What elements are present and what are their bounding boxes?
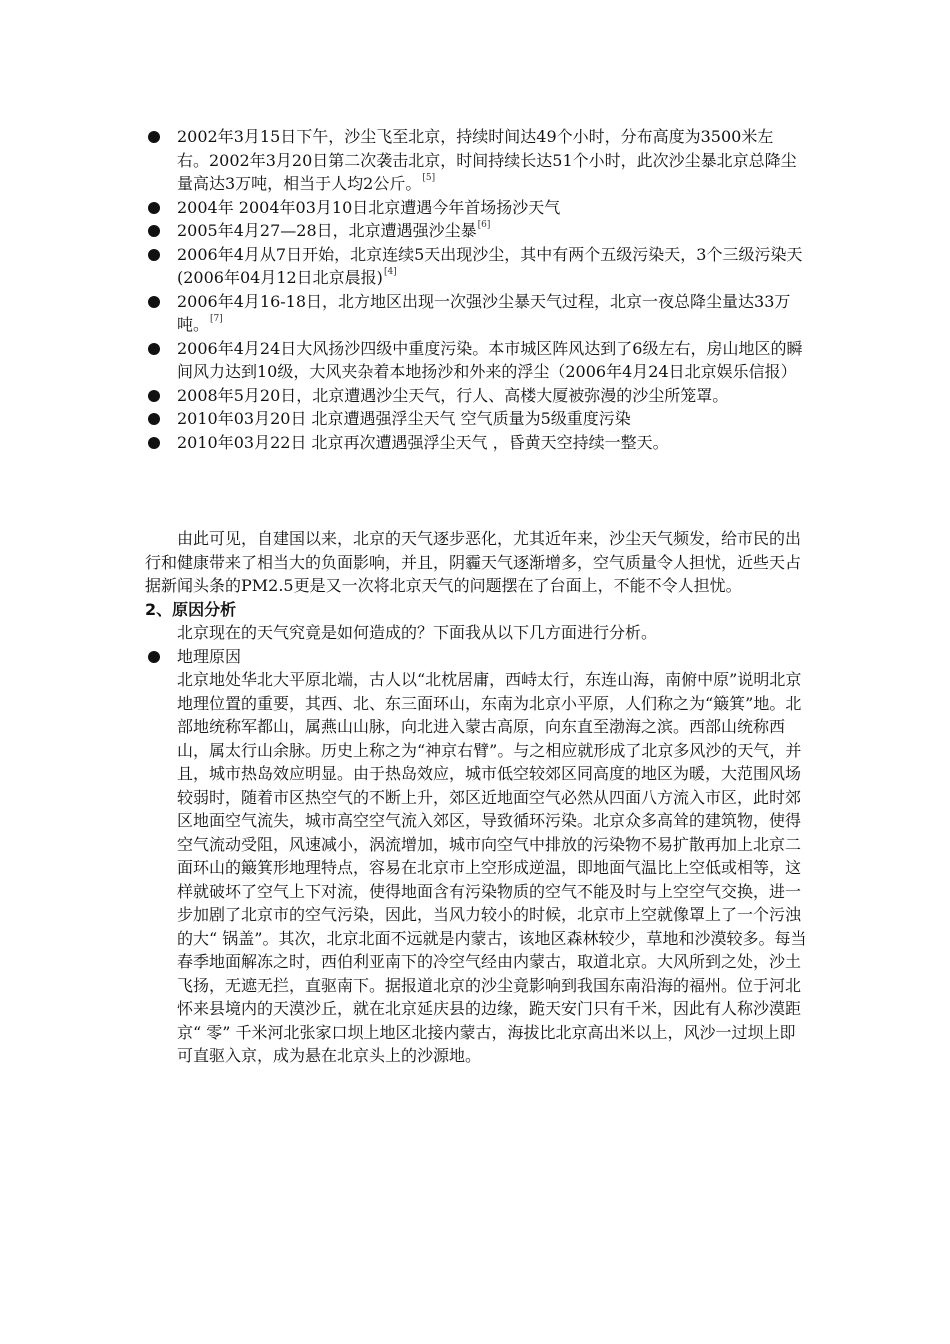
bullet-icon (148, 651, 160, 663)
list-item-text: 2008年5月20日，北京遭遇沙尘天气，行人、高楼大厦被弥漫的沙尘所笼罩。 (177, 385, 729, 405)
summary-paragraph: 由此可见，自建国以来，北京的天气逐步恶化，尤其近年来，沙尘天气频发，给市民的出行和健康带来了相当大的负面影响，并且，阴霾天气逐渐增多，空气质量令人担忧，近些天占据新闻头条的PM2.5更是又一次将北京天气的问题摆在了台面上，不能不令人担忧。 (145, 529, 802, 595)
list-item-text: 2005年4月27—28日，北京遭遇强沙尘暴 (177, 221, 477, 240)
section-heading: 2、原因分析 (145, 599, 237, 619)
dust-event-list (145, 125, 805, 454)
bullet-icon (148, 249, 160, 261)
list-item-text: 2006年4月24日大风扬沙四级中重度污染。本市城区阵风达到了6级左右，房山地区的瞬间风力达到10级，大风夹杂着本地扬沙和外来的浮尘（2006年4月24日北京娱乐信报） (177, 338, 803, 381)
citation-ref: [4] (383, 267, 397, 277)
bullet-icon (148, 390, 160, 402)
bullet-icon (148, 437, 160, 449)
list-item-text: 2002年3月15日下午，沙尘飞至北京，持续时间达49个小时，分布高度为3500米左右。2002年3月20日第二次袭击北京，时间持续长达51个小时，此次沙尘暴北京总降尘量高达3万吨，相当于人均2公斤。 (177, 127, 797, 193)
bullet-icon (148, 131, 160, 143)
list-item (145, 219, 805, 243)
bullet-icon (148, 343, 160, 355)
list-item-text: 2006年4月16-18日，北方地区出现一次强沙尘暴天气过程，北京一夜总降尘量达33万吨。 (177, 291, 791, 334)
bullet-icon (148, 202, 160, 214)
citation-ref: [5] (422, 173, 436, 183)
list-item (145, 243, 805, 290)
list-item (145, 407, 805, 431)
citation-ref: [7] (210, 314, 223, 324)
list-item-text: 2010年03月22日 北京再次遭遇强浮尘天气 ，昏黄天空持续一整天。 (177, 432, 669, 452)
list-item-text: 2004年 2004年03月10日北京遭遇今年首场扬沙天气 (177, 197, 561, 217)
geo-bullet-label: 地理原因 (177, 646, 242, 666)
list-item (145, 431, 805, 455)
bullet-icon (148, 225, 160, 237)
list-item (145, 384, 805, 408)
cause-list (145, 645, 810, 669)
bullet-icon (148, 413, 160, 425)
list-item (145, 290, 805, 337)
intro-paragraph: 北京现在的天气究竟是如何造成的？下面我从以下几方面进行分析。 (177, 623, 658, 642)
bullet-icon (148, 296, 160, 308)
geo-paragraph: 北京地处华北大平原北端，古人以“北枕居庸，西峙太行，东连山海，南俯中原”说明北京地理位置的重要，其西、北、东三面环山，东南为北京小平原，人们称之为“簸箕”地。北部地统称军都山，属燕山山脉，向北进入蒙古高原，向东直至渤海之滨。西部山统称西山，属太行山余脉。历史上称之为“神京右臂”。与之相应就形成了北京多风沙的天气，并且，城市热岛效应明显。由于热岛效应，城市低空较郊区同高度的地区为暖，大范围风场较弱时，随着市区热空气的不断上升，郊区近地面空气必然从四面八方流入市区，此时郊区地面空气流失，城市高空空气流入郊区，导致循环污染。北京众多高耸的建筑物，使得空气流动受阻，风速减小，涡流增加，城市向空气中排放的污染物不易扩散再加上北京二面环山的簸箕形地理特点，容易在北京市上空形成逆温，即地面气温比上空低或相等，这样就破坏了空气上下对流，使得地面含有污染物质的空气不能及时与上空空气交换，进一步加剧了北京市的空气污染，因此，当风力较小的时候，北京市上空就像罩上了一个污浊的大“ 锅盖”。其次，北京北面不远就是内蒙古，该地区森林较少，草地和沙漠较多。每当春季地面解冻之时，西伯利亚南下的冷空气经由内蒙古，取道北京。大风所到之处，沙土飞扬，无遮无拦，直驱南下。据报道北京的沙尘竟影响到我国东南沿海的福州。位于河北怀来县境内的天漠沙丘，就在北京延庆县的边缘，跪天安门只有千米，因此有人称沙漠距京“ 零” 千米河北张家口坝上地区北接内蒙古，海拔比北京高出米以上，风沙一过坝上即可直驱入京，成为悬在北京头上的沙源地。 (177, 670, 807, 1065)
list-item (145, 125, 805, 196)
citation-ref: [6] (477, 220, 491, 230)
list-item (145, 645, 810, 669)
list-item-text: 2010年03月20日 北京遭遇强浮尘天气 空气质量为5级重度污染 (177, 409, 631, 428)
list-item-text: 2006年4月从7日开始，北京连续5天出现沙尘，其中有两个五级污染天，3个三级污染天(2006年04月12日北京晨报) (177, 244, 803, 287)
body-flow (0, 527, 950, 1068)
list-item (145, 196, 805, 220)
list-item (145, 337, 805, 384)
